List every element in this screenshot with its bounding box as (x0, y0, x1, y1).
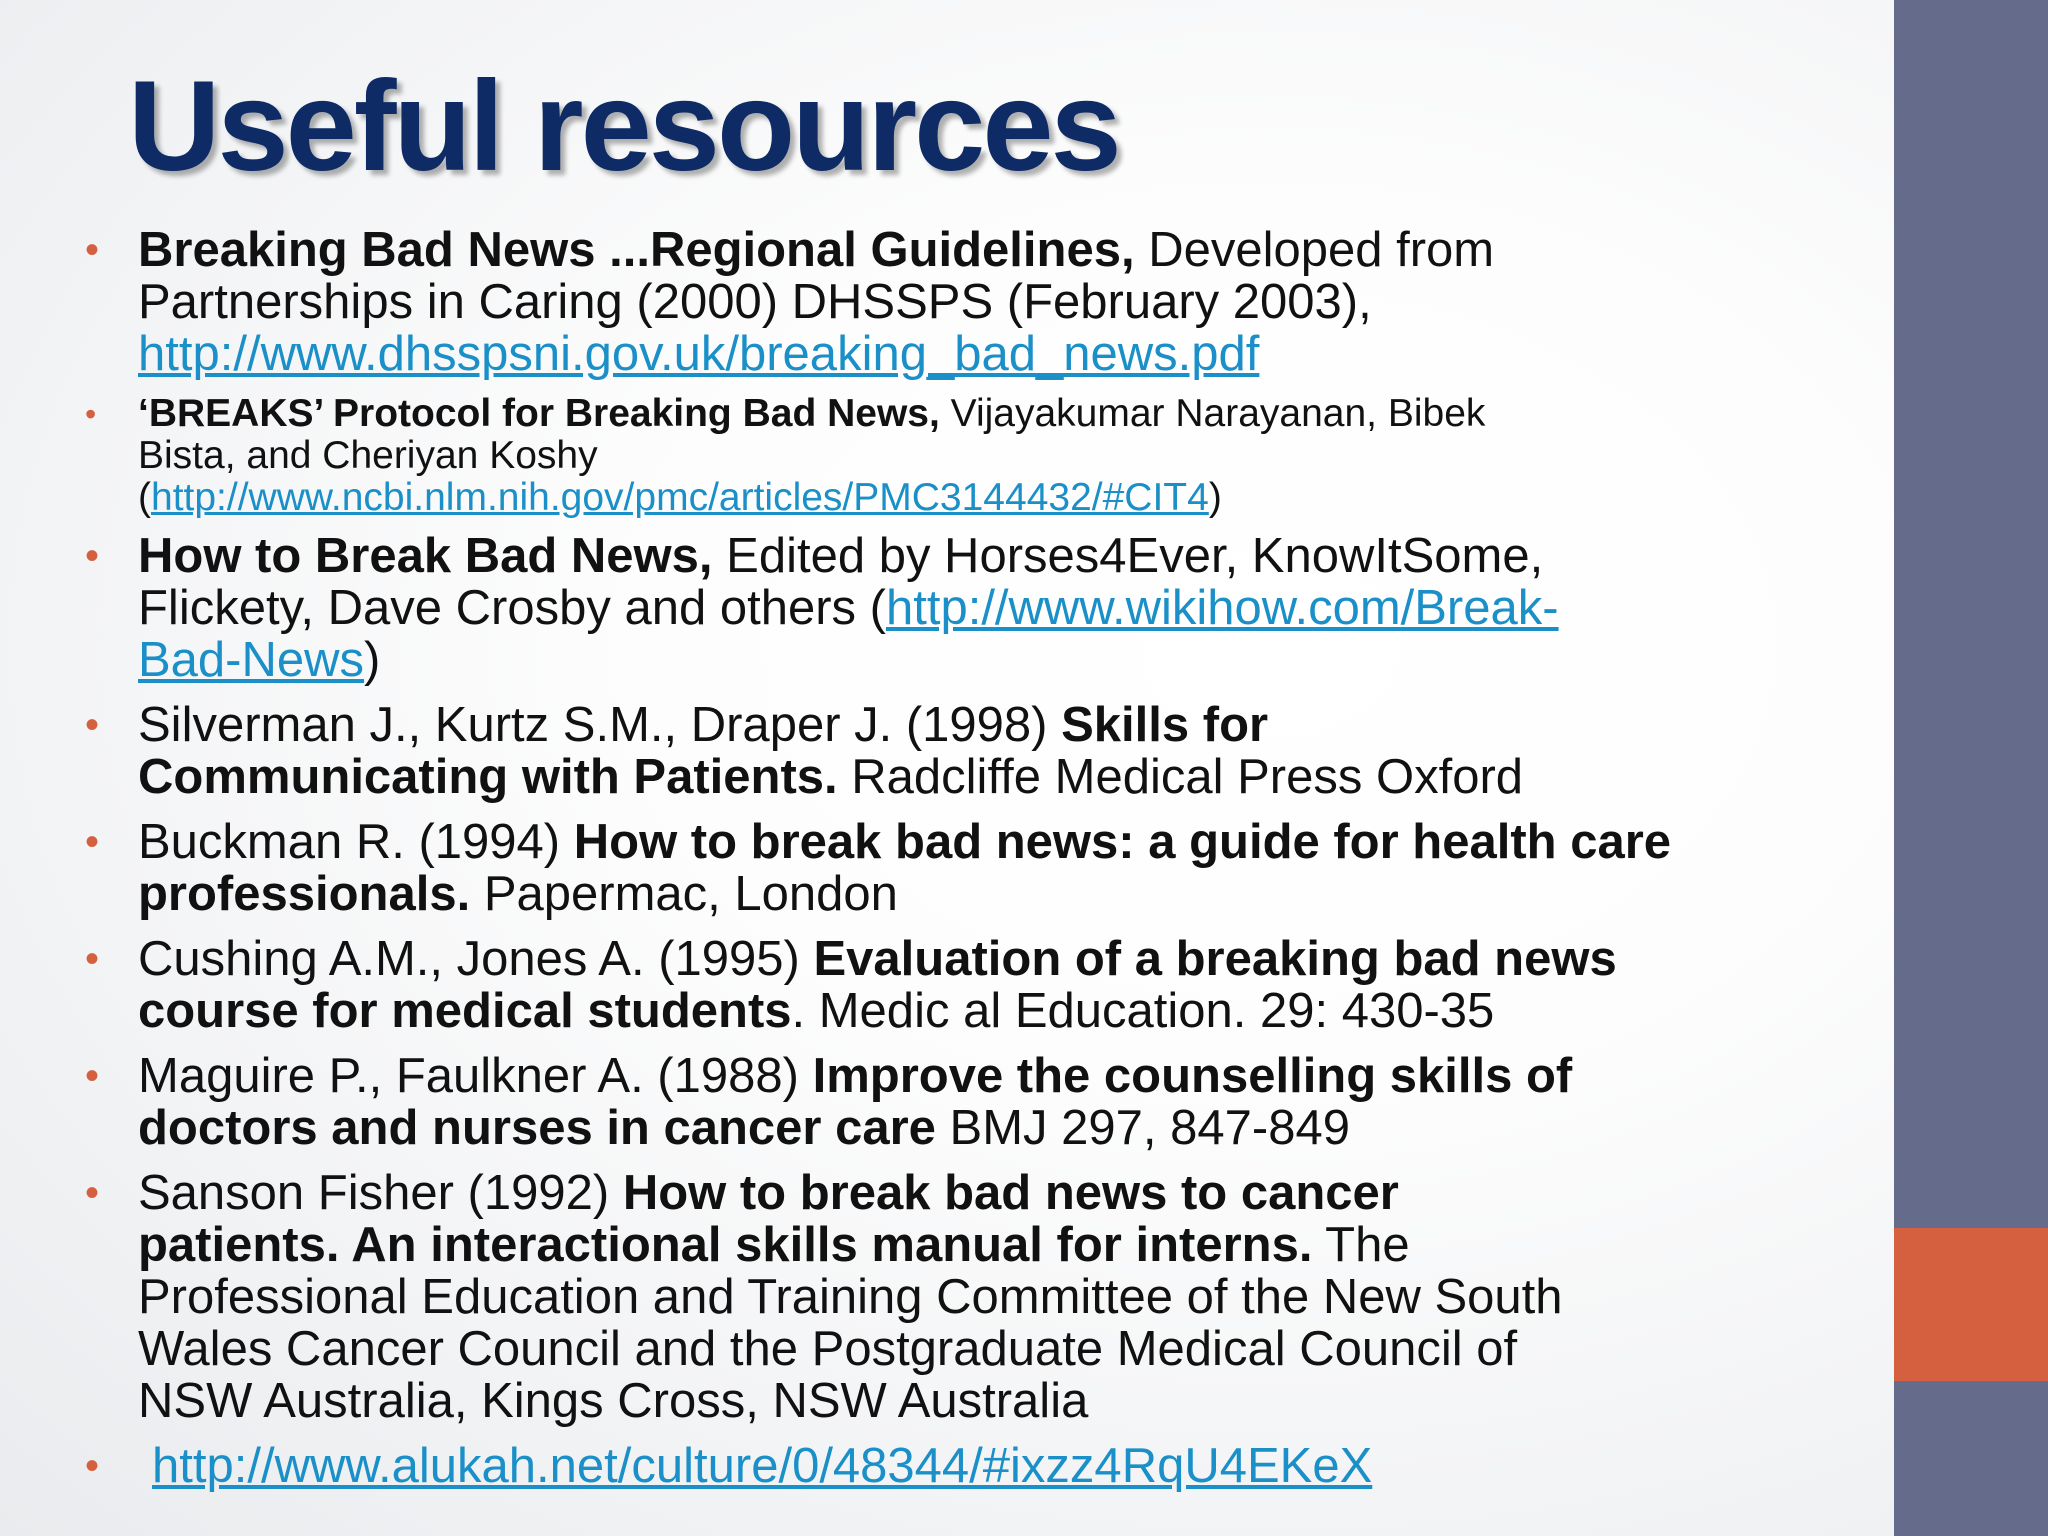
ref-publisher: Wales Cancer Council and the Postgraduate Medical Council of (138, 1322, 1518, 1376)
ref-title: doctors and nurses in cancer care (138, 1101, 936, 1155)
bullet-icon: • (85, 396, 97, 432)
ref-publisher: . Medic al Education. 29: 430-35 (791, 984, 1495, 1038)
ref-title: Skills for (1061, 698, 1269, 752)
ref-title: How to break bad news to cancer (622, 1166, 1399, 1220)
ref-title: Breaking Bad News ...Regional Guidelines, (138, 223, 1135, 277)
ref-link[interactable]: http://www.wikihow.com/Break- (885, 581, 1559, 635)
ref-publisher: Papermac, London (470, 867, 898, 921)
ref-publisher: Professional Education and Training Committee of the New South (138, 1270, 1563, 1324)
bullet-icon: • (85, 1054, 100, 1098)
ref-link[interactable]: http://www.dhsspsni.gov.uk/breaking_bad_news.pdf (138, 327, 1260, 381)
ref-title: patients. An interactional skills manual for interns. (138, 1218, 1313, 1272)
ref-authors: Cushing A.M., Jones A. (1995) (138, 932, 814, 986)
paren-close: ) (1208, 476, 1222, 519)
list-item (85, 1050, 1875, 1154)
ref-publisher: BMJ 297, 847-849 (935, 1101, 1350, 1155)
ref-text: Partnerships in Caring (2000) DHSSPS (February 2003), (138, 275, 1372, 329)
ref-title: Improve the counselling skills of (812, 1049, 1573, 1103)
ref-publisher: Radcliffe Medical Press Oxford (837, 750, 1524, 804)
list-item (85, 1167, 1875, 1427)
ref-title: How to break bad news: a guide for health care (573, 815, 1672, 869)
ref-text: Flickety, Dave Crosby and others ( (138, 581, 886, 635)
bullet-icon: • (85, 1444, 100, 1488)
ref-title: professionals. (138, 867, 471, 921)
list-item (85, 224, 1875, 380)
ref-authors: Buckman R. (1994) (138, 815, 574, 869)
ref-authors: Maguire P., Faulkner A. (1988) (138, 1049, 813, 1103)
ref-link[interactable]: http://www.alukah.net/culture/0/48344/#ixzz4RqU4EKeX (152, 1439, 1373, 1493)
list-item (85, 816, 1875, 920)
slide-title: Useful resources (128, 55, 1119, 198)
bullet-icon: • (85, 703, 100, 747)
paren-open: ( (138, 476, 151, 519)
ref-title: Evaluation of a breaking bad news (813, 932, 1617, 986)
ref-text: Edited by Horses4Ever, KnowItSome, (712, 529, 1544, 583)
ref-title: ‘BREAKS’ Protocol for Breaking Bad News, (138, 392, 940, 435)
bullet-icon: • (85, 228, 100, 272)
bullet-icon: • (85, 1171, 100, 1215)
bullet-icon: • (85, 937, 100, 981)
ref-text: Vijayakumar Narayanan, Bibek (939, 392, 1486, 435)
ref-title: How to Break Bad News, (138, 529, 713, 583)
ref-title: Communicating with Patients. (138, 750, 838, 804)
reference-list (85, 224, 1875, 1505)
ref-text: Developed from (1134, 223, 1495, 277)
list-item (85, 1440, 1875, 1492)
ref-authors: Silverman J., Kurtz S.M., Draper J. (1998) (138, 698, 1062, 752)
side-accent (1894, 1228, 2048, 1381)
bullet-icon: • (85, 820, 100, 864)
ref-publisher: The (1312, 1218, 1410, 1272)
list-item (85, 933, 1875, 1037)
ref-link-continued[interactable]: Bad-News (138, 633, 365, 687)
ref-publisher: NSW Australia, Kings Cross, NSW Australia (138, 1374, 1089, 1428)
ref-authors: Sanson Fisher (1992) (138, 1166, 623, 1220)
bullet-icon: • (85, 534, 100, 578)
list-item (85, 530, 1875, 686)
ref-text: Bista, and Cheriyan Koshy (138, 434, 598, 477)
paren-close: ) (364, 633, 381, 687)
list-item (85, 393, 1875, 519)
list-item (85, 699, 1875, 803)
ref-link[interactable]: http://www.ncbi.nlm.nih.gov/pmc/articles/PMC3144432/#CIT4 (151, 476, 1209, 519)
ref-title: course for medical students (138, 984, 792, 1038)
